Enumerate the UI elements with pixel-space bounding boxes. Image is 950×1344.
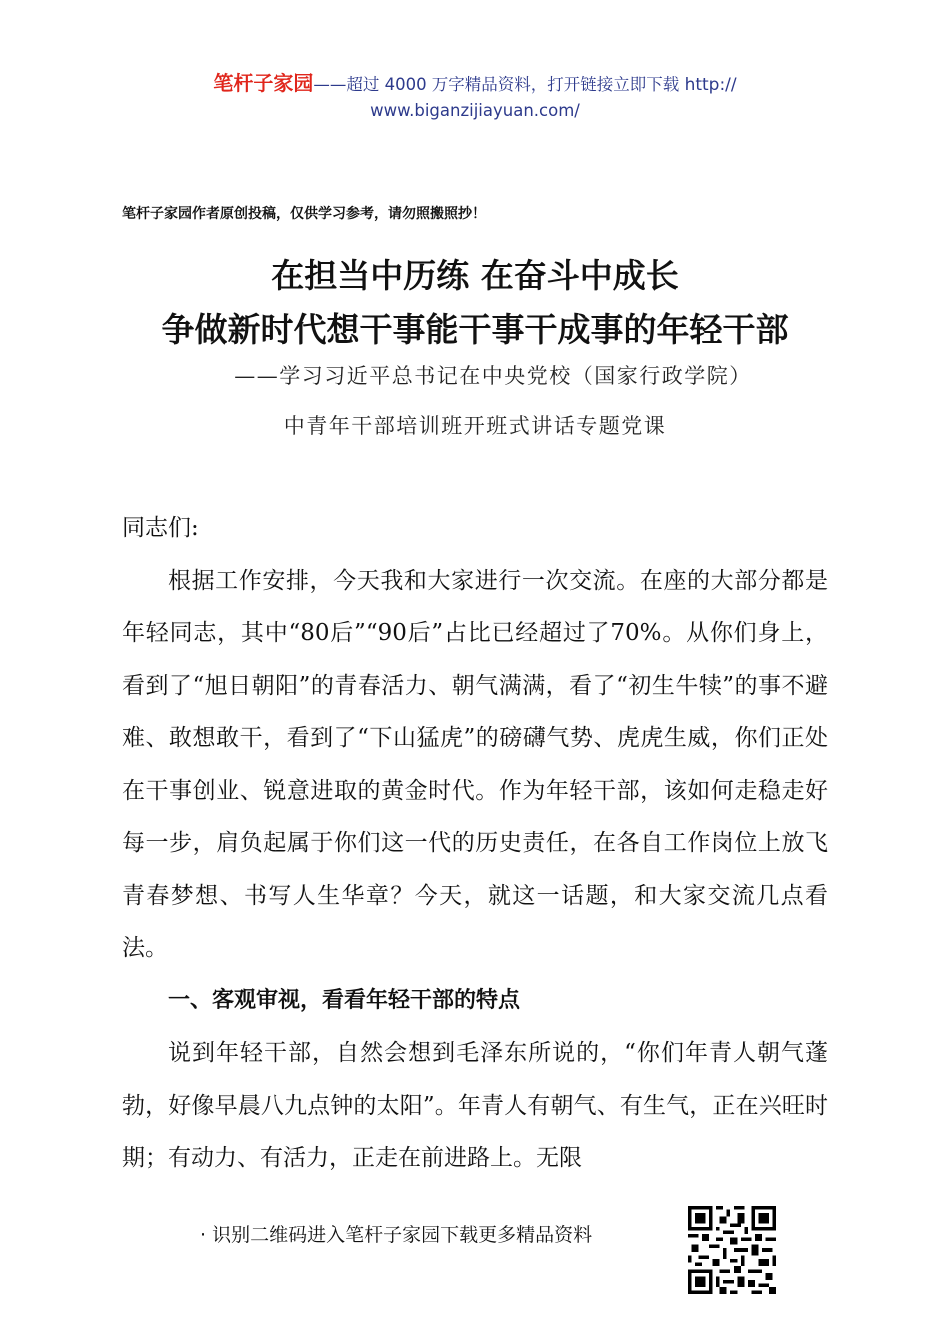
header-link-part2[interactable]: www.biganzijiayuan.com/	[370, 101, 580, 120]
header-link-part1[interactable]: http://	[684, 75, 737, 95]
paragraph-1: 根据工作安排，今天我和大家进行一次交流。在座的大部分都是年轻同志，其中“80后”“90后”占比已经超过了70%。从你们身上，看到了“旭日朝阳”的青春活力、朝气满满，看了“初生牛犊”的事不避难、敢想敢干，看到了“下山猛虎”的磅礴气势、虎虎生威，你们正处在干事创业、锐意进取的黄金时代。作为年轻干部，该如何走稳走好每一步，肩负起属于你们这一代的历史责任，在各自工作岗位上放飞青春梦想、书写人生华章？今天，就这一话题，和大家交流几点看法。	[122, 567, 828, 961]
page-header	[0, 70, 950, 124]
paragraph-2: 说到年轻干部，自然会想到毛泽东所说的，“你们年青人朝气蓬勃，好像早晨八九点钟的太阳”。年青人有朝气、有生气，正在兴旺时期；有动力、有活力，正走在前进路上。无限	[122, 1040, 828, 1171]
main-title-line1: 在担当中历练 在奋斗中成长	[271, 256, 679, 295]
main-title-line2: 争做新时代想干事能干事干成事的年轻干部	[161, 310, 789, 349]
subtitle-line1: ——学习习近平总书记在中央党校（国家行政学院）	[234, 364, 752, 388]
footer-qr-caption: · 识别二维码进入笔杆子家园下载更多精品资料	[200, 1224, 593, 1246]
brand-name: 笔杆子家园	[213, 71, 314, 95]
section-heading-1: 一、客观审视，看看年轻干部的特点	[168, 987, 521, 1013]
copyright-notice: 笔杆子家园作者原创投稿，仅供学习参考，请勿照搬照抄！	[122, 206, 486, 222]
subtitle-line2: 中青年干部培训班开班式讲话专题党课	[283, 414, 667, 438]
document-body	[122, 502, 828, 1185]
salutation: 同志们:	[122, 515, 199, 541]
qr-code-icon[interactable]	[688, 1206, 776, 1294]
header-tagline: ——超过 4000 万字精品资料，打开链接立即下载	[313, 75, 685, 94]
